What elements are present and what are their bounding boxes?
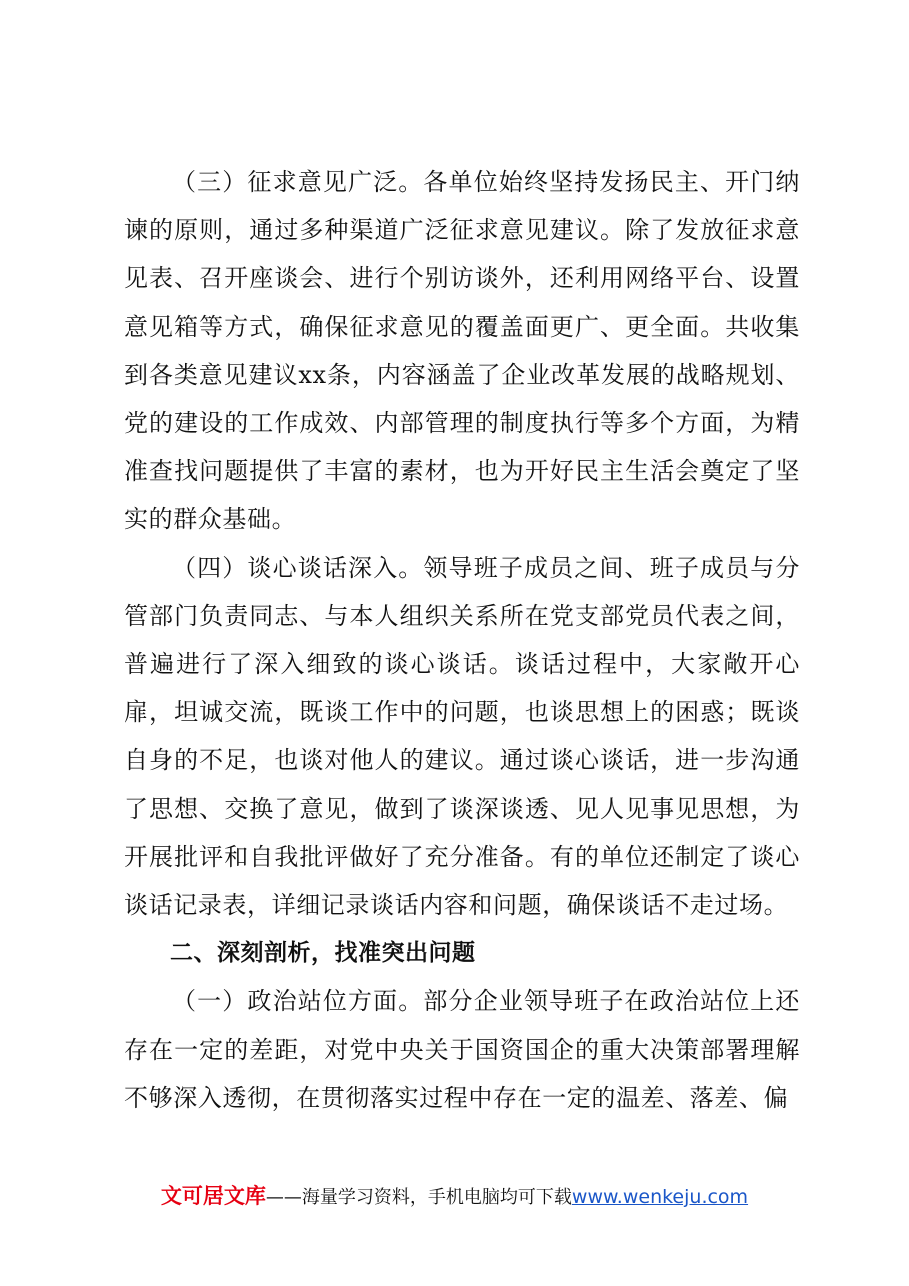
- paragraph-section-3: （三）征求意见广泛。各单位始终坚持发扬民主、开门纳谏的原则，通过多种渠道广泛征求意见建议。除了发放征求意见表、召开座谈会、进行个别访谈外，还利用网络平台、设置意见箱等方式，确保征求意见的覆盖面更广、更全面。共收集到各类意见建议xx条，内容涵盖了企业改革发展的战略规划、党的建设的工作成效、内部管理的制度执行等多个方面，为精准查找问题提供了丰富的素材，也为开好民主生活会奠定了坚实的群众基础。: [124, 168, 800, 534]
- footer-brand: 文可居文库: [160, 1184, 266, 1208]
- footer-slogan: ——海量学习资料，手机电脑均可下载: [265, 1187, 572, 1208]
- section-heading-2: 二、深刻剖析，找准突出问题: [170, 940, 476, 967]
- paragraph-section-4: （四）谈心谈话深入。领导班子成员之间、班子成员与分管部门负责同志、与本人组织关系所在党支部党员代表之间，普遍进行了深入细致的谈心谈话。谈话过程中，大家敞开心扉，坦诚交流，既谈工作中的问题，也谈思想上的困惑；既谈自身的不足，也谈对他人的建议。通过谈心谈话，进一步沟通了思想、交换了意见，做到了谈深谈透、见人见事见思想，为开展批评和自我批评做好了充分准备。有的单位还制定了谈心谈话记录表，详细记录谈话内容和问题，确保谈话不走过场。: [124, 553, 800, 920]
- paragraph-political-stance: （一）政治站位方面。部分企业领导班子在政治站位上还存在一定的差距，对党中央关于国资国企的重大决策部署理解不够深入透彻，在贯彻落实过程中存在一定的温差、落差、偏: [124, 987, 800, 1112]
- footer-website-link[interactable]: www.wenkeju.com: [571, 1186, 749, 1208]
- footer-banner: [0, 1180, 909, 1210]
- document-body: [124, 158, 800, 1122]
